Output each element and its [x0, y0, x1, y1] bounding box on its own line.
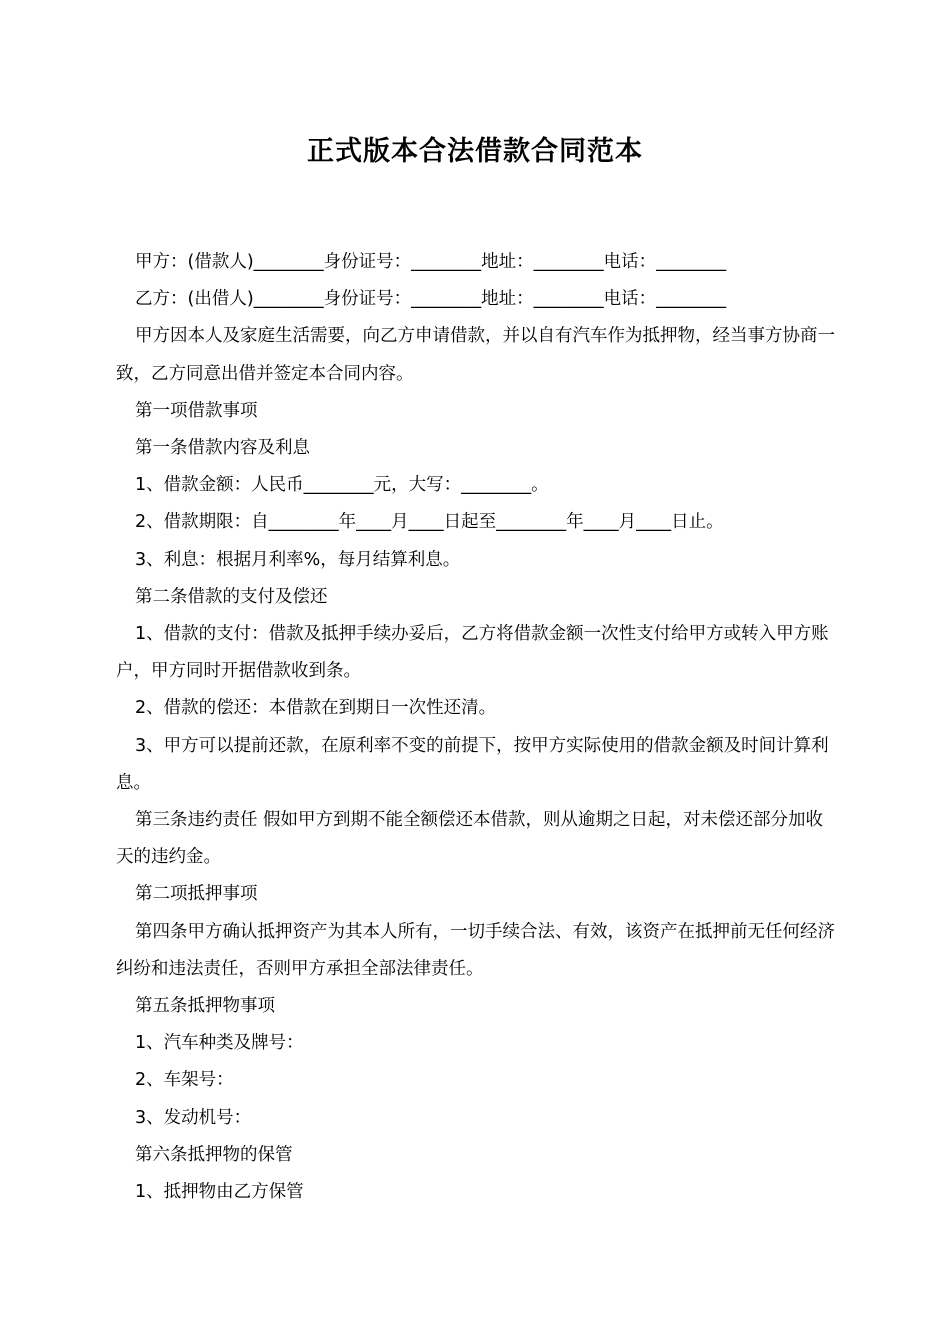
article-5-heading: 第五条抵押物事项	[135, 996, 275, 1017]
preamble-paragraph: 甲方因本人及家庭生活需要，向乙方申请借款，并以自有汽车作为抵押物，经当事方协商一致，乙方同意出借并签定本合同内容。	[116, 326, 835, 384]
article-1-item-2: 2、借款期限：自________年____月____日起至________年____月____日止。	[135, 512, 724, 533]
section-heading-mortgage: 第二项抵押事项	[135, 884, 258, 905]
article-1-item-1: 1、借款金额：人民币________元，大写：________。	[135, 475, 549, 496]
article-2-item-2: 2、借款的偿还：本借款在到期日一次性还清。	[135, 698, 497, 719]
document-body	[116, 244, 836, 1211]
article-5-item-2: 2、车架号：	[135, 1070, 234, 1091]
article-2-item-1: 1、借款的支付：借款及抵押手续办妥后，乙方将借款金额一次性支付给甲方或转入甲方账户，甲方同时开据借款收到条。	[116, 624, 829, 682]
document-title: 正式版本合法借款合同范本	[307, 136, 643, 167]
article-6-item-1: 1、抵押物由乙方保管	[135, 1182, 304, 1203]
article-1-heading: 第一条借款内容及利息	[135, 438, 310, 459]
article-3-paragraph: 第三条违约责任 假如甲方到期不能全额偿还本借款，则从逾期之日起，对未偿还部分加收天的违约金。	[116, 810, 824, 868]
article-6-heading: 第六条抵押物的保管	[135, 1144, 293, 1165]
article-4-paragraph: 第四条甲方确认抵押资产为其本人所有，一切手续合法、有效，该资产在抵押前无任何经济纠纷和违法责任，否则甲方承担全部法律责任。	[116, 921, 835, 979]
party-a-line: 甲方：(借款人)________身份证号：________地址：________电话：________	[135, 252, 727, 272]
article-2-item-3: 3、甲方可以提前还款，在原利率不变的前提下，按甲方实际使用的借款金额及时间计算利息。	[116, 735, 829, 793]
article-1-item-3: 3、利息：根据月利率%，每月结算利息。	[135, 549, 461, 570]
article-5-item-1: 1、汽车种类及牌号：	[135, 1033, 304, 1054]
article-5-item-3: 3、发动机号：	[135, 1107, 252, 1128]
party-b-line: 乙方：(出借人)________身份证号：________地址：________电话：________	[135, 289, 727, 310]
section-heading-loan: 第一项借款事项	[135, 400, 258, 421]
article-2-heading: 第二条借款的支付及偿还	[135, 586, 328, 607]
